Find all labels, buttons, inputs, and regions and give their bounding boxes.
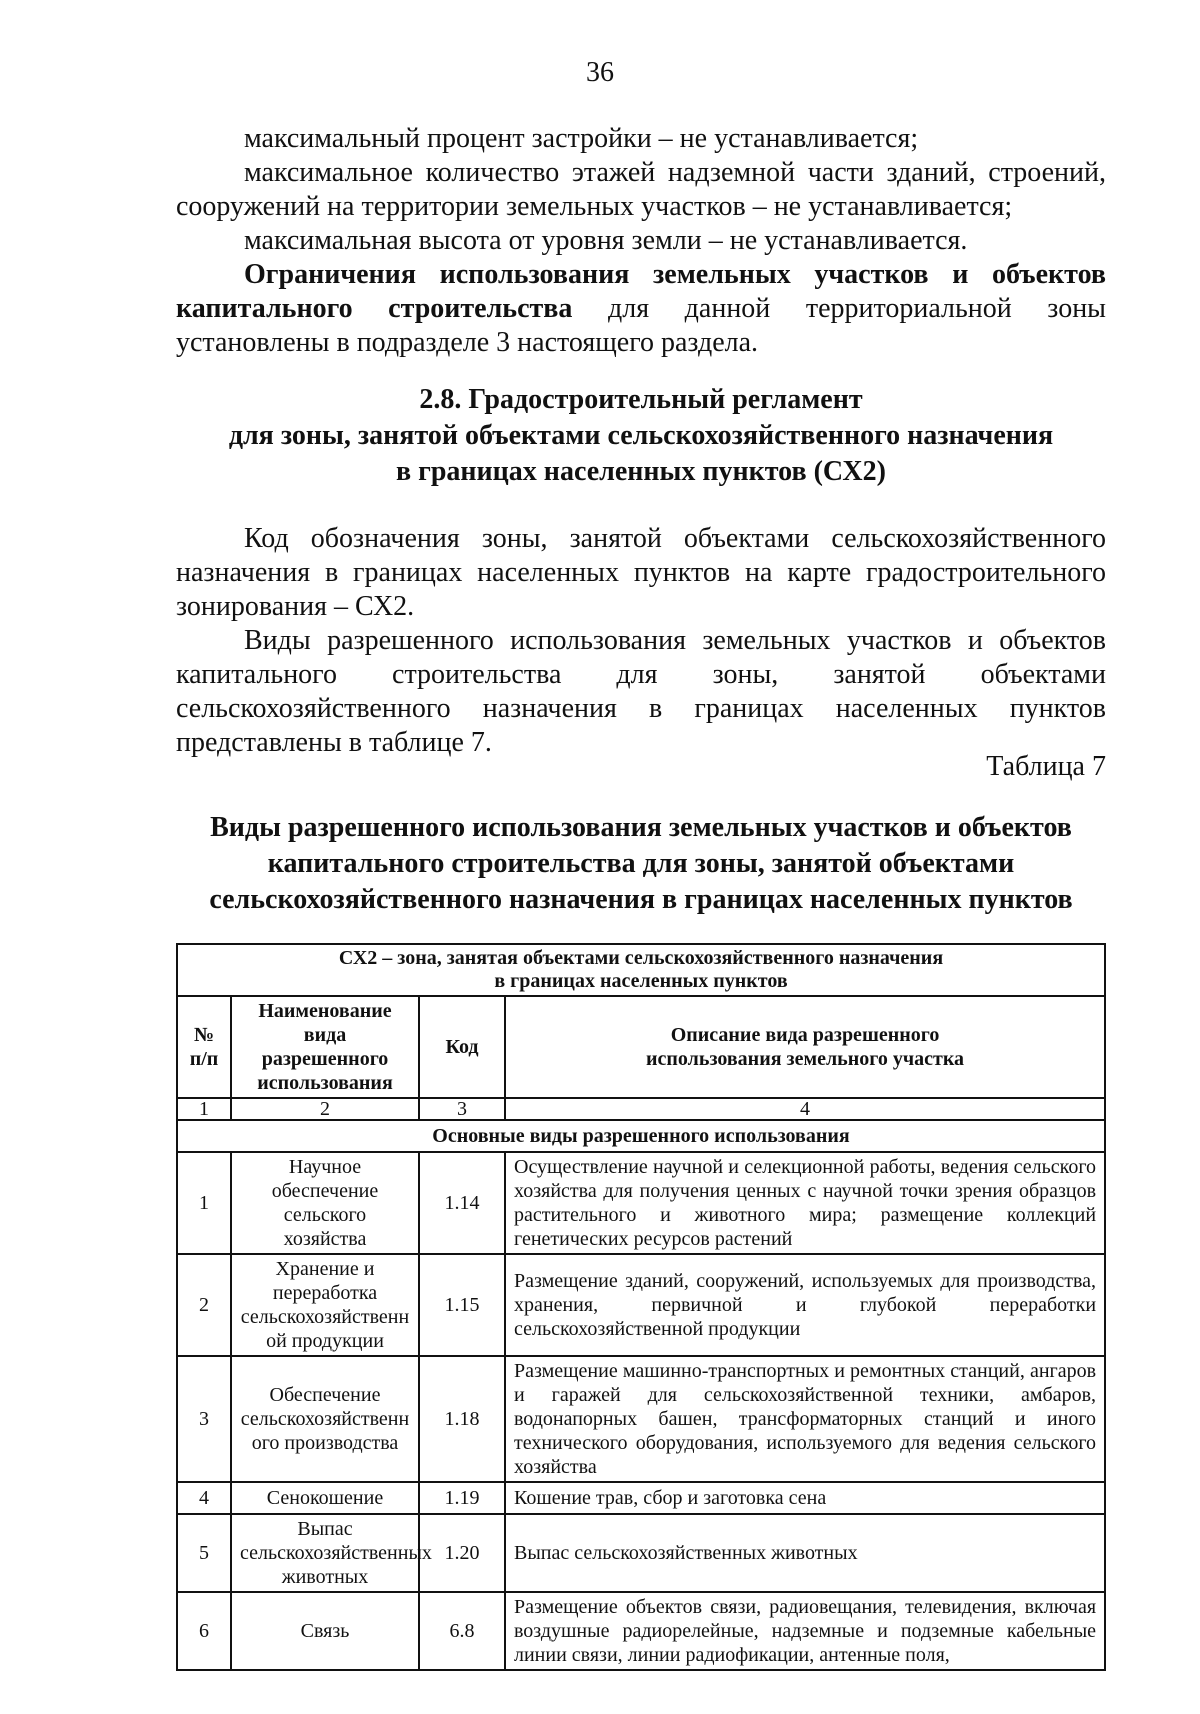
use-name-cell [231, 1356, 419, 1482]
row-number: 4 [177, 1482, 231, 1514]
code-column-header: Код [419, 996, 505, 1098]
use-description-cell: Размещение зданий, сооружений, используемых для производства, хранения, первичной и глубокой переработки сельскохозяйственной продукции [505, 1254, 1105, 1356]
table-row [177, 1482, 1105, 1514]
use-name-line: сельскохозяйственн [240, 1306, 410, 1328]
use-code-cell: 1.15 [419, 1254, 505, 1356]
use-name-line: ого производства [251, 1432, 399, 1454]
section-title-line-3: в границах населенных пунктов (СХ2) [396, 456, 886, 487]
description-column-header [505, 996, 1105, 1098]
use-description-cell: Размещение машинно-транспортных и ремонтных станций, ангаров и гаражей для сельскохозяйственной техники, амбаров, водонапорных башен, трансформаторных станций и иного технического оборудования, используемого для ведения сельского хозяйства [505, 1356, 1105, 1482]
use-name-line: животных [281, 1566, 369, 1588]
section-title-line-2: для зоны, занятой объектами сельскохозяйственного назначения [228, 420, 1054, 451]
table-row [177, 1514, 1105, 1592]
name-header-line-2: вида разрешенного [261, 1024, 389, 1070]
restrictions-paragraph [176, 258, 1106, 360]
use-name-cell [231, 1254, 419, 1356]
row-number: 1 [177, 1152, 231, 1254]
permitted-use-table [176, 943, 1106, 1671]
restrictions-bold-text: Ограничения использования земельных участков и объектов капитального строительства [176, 259, 1106, 324]
use-description-cell: Выпас сельскохозяйственных животных [505, 1514, 1105, 1592]
use-name-line: переработка [272, 1282, 378, 1304]
name-header-line-1: Наименование [258, 1000, 392, 1022]
use-description-cell: Размещение объектов связи, радиовещания, телевидения, включая воздушные радиорелейные, надземные и подземные кабельные линии связи, линии радиофикации, антенные поля, [505, 1592, 1105, 1670]
number-header-line-2: п/п [189, 1048, 219, 1070]
zone-table-heading-line-2: в границах населенных пунктов [494, 970, 788, 992]
row-number: 6 [177, 1592, 231, 1670]
number-column-header [177, 996, 231, 1098]
table-title-line-1: Виды разрешенного использования земельных участков и объектов [210, 812, 1072, 843]
row-number: 2 [177, 1254, 231, 1356]
permitted-types-paragraph: Виды разрешенного использования земельных участков и объектов капитального строительства для зоны, занятой объектами сельскохозяйственного назначения в границах населенных пунктов представлены в таблице 7. [176, 625, 1106, 758]
description-header-line-1: Описание вида разрешенного [670, 1024, 940, 1046]
description-header-line-2: использования земельного участка [645, 1048, 965, 1070]
use-name-line: обеспечение [271, 1180, 379, 1202]
main-permitted-uses-heading: Основные виды разрешенного использования [177, 1120, 1105, 1152]
row-number: 3 [177, 1356, 231, 1482]
column-number-1: 1 [177, 1098, 231, 1120]
use-name-line: Выпас [297, 1518, 353, 1540]
restrictions-normal-text: для данной территориальной зоны установлены в подразделе 3 настоящего раздела. [176, 293, 1106, 358]
table-row [177, 1152, 1105, 1254]
table-header-row [177, 996, 1105, 1098]
section-title-line-1: 2.8. Градостроительный регламент [419, 384, 863, 415]
zone-description-block [176, 522, 1106, 760]
use-name-cell [231, 1152, 419, 1254]
use-code-cell: 1.20 [419, 1514, 505, 1592]
number-header-line-1: № [193, 1024, 215, 1046]
table-title [176, 810, 1106, 918]
table-row [177, 1356, 1105, 1482]
page-number: 36 [586, 57, 614, 88]
use-name-line: сельскохозяйственн [240, 1408, 410, 1430]
name-header-line-3: использования [257, 1072, 393, 1094]
column-number-3: 3 [419, 1098, 505, 1120]
use-name-line: сельского хозяйства [283, 1204, 367, 1250]
zone-code-paragraph: Код обозначения зоны, занятой объектами сельскохозяйственного назначения в границах населенных пунктов на карте градостроительного зонирования – СХ2. [176, 523, 1106, 622]
use-name-line: Научное [288, 1156, 362, 1178]
max-building-percent-text: максимальный процент застройки – не устанавливается; [244, 123, 919, 154]
table-row [177, 1254, 1105, 1356]
use-name-cell [231, 1514, 432, 1592]
intro-text-block [176, 122, 1106, 360]
use-name-line: сельскохозяйственных [240, 1542, 432, 1564]
use-name-line: ой продукции [266, 1330, 384, 1352]
table-row [177, 1592, 1105, 1670]
section-subheader-row [177, 1120, 1105, 1152]
use-code-cell: 1.19 [419, 1482, 505, 1514]
use-name-cell: Сенокошение [231, 1482, 419, 1514]
max-floors-text: максимальное количество этажей надземной части зданий, строений, сооружений на территории земельных участков – не устанавливается; [176, 157, 1106, 222]
column-number-2: 2 [231, 1098, 419, 1120]
use-code-cell: 6.8 [419, 1592, 505, 1670]
use-description-cell: Осуществление научной и селекционной работы, ведения сельского хозяйства для получения ценных с научной точки зрения образцов растительного и животного мира; размещение коллекций генетических ресурсов растений [505, 1152, 1105, 1254]
use-name-cell: Связь [231, 1592, 419, 1670]
table-label: Таблица 7 [986, 751, 1106, 782]
table-title-line-3: сельскохозяйственного назначения в границах населенных пунктов [209, 884, 1073, 915]
use-code-cell: 1.18 [419, 1356, 505, 1482]
zone-table-heading [177, 944, 1105, 996]
name-column-header [231, 996, 419, 1098]
row-number: 5 [177, 1514, 231, 1592]
max-height-text: максимальная высота от уровня земли – не устанавливается. [244, 225, 968, 256]
use-code-cell: 1.14 [419, 1152, 505, 1254]
section-title [176, 382, 1106, 490]
use-name-line: Хранение и [275, 1258, 375, 1280]
column-number-4: 4 [505, 1098, 1105, 1120]
use-description-cell: Кошение трав, сбор и заготовка сена [505, 1482, 1105, 1514]
table-title-line-2: капитального строительства для зоны, занятой объектами [267, 848, 1015, 879]
column-number-row [177, 1098, 1105, 1120]
use-name-line: Обеспечение [269, 1384, 381, 1406]
zone-table-heading-line-1: СХ2 – зона, занятая объектами сельскохозяйственного назначения [338, 947, 944, 969]
table-zone-title-row [177, 944, 1105, 996]
